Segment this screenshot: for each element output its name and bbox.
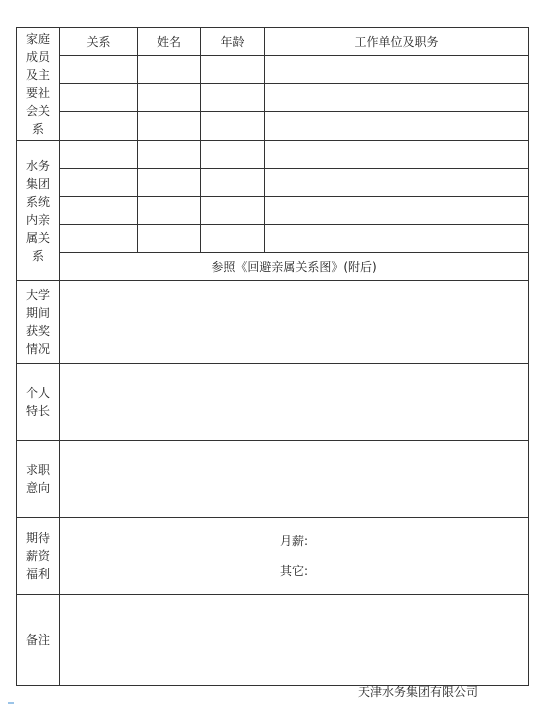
family-name-cell[interactable]: [138, 84, 201, 112]
expected-salary-field[interactable]: [60, 518, 529, 595]
expected-salary-label: 期待薪资福利: [17, 518, 60, 595]
group-work-cell[interactable]: [265, 141, 529, 169]
awards-field[interactable]: [60, 281, 529, 364]
header-name: 姓名: [138, 28, 201, 56]
header-relation: 关系: [60, 28, 138, 56]
group-age-cell[interactable]: [201, 169, 265, 197]
skills-field[interactable]: [60, 364, 529, 441]
group-age-cell[interactable]: [201, 141, 265, 169]
group-name-cell[interactable]: [138, 225, 201, 253]
remarks-field[interactable]: [60, 595, 529, 686]
page-marker: [8, 702, 14, 704]
group-age-cell[interactable]: [201, 197, 265, 225]
remarks-label: 备注: [17, 595, 60, 686]
family-relation-cell[interactable]: [60, 112, 138, 141]
skills-label: 个人特长: [17, 364, 60, 441]
group-work-cell[interactable]: [265, 225, 529, 253]
family-work-cell[interactable]: [265, 112, 529, 141]
group-relatives-label: 水务集团系统内亲属关系: [17, 141, 60, 281]
family-name-cell[interactable]: [138, 112, 201, 141]
group-name-cell[interactable]: [138, 141, 201, 169]
group-relation-cell[interactable]: [60, 197, 138, 225]
family-age-cell[interactable]: [201, 84, 265, 112]
group-relation-cell[interactable]: [60, 169, 138, 197]
family-age-cell[interactable]: [201, 56, 265, 84]
group-name-cell[interactable]: [138, 169, 201, 197]
monthly-salary-label: 月薪:: [279, 534, 309, 548]
family-name-cell[interactable]: [138, 56, 201, 84]
group-name-cell[interactable]: [138, 197, 201, 225]
company-name-footer: 天津水务集团有限公司: [357, 685, 478, 699]
header-work-unit: 工作单位及职务: [265, 28, 529, 56]
header-age: 年龄: [201, 28, 265, 56]
group-work-cell[interactable]: [265, 169, 529, 197]
group-age-cell[interactable]: [201, 225, 265, 253]
family-work-cell[interactable]: [265, 84, 529, 112]
job-intention-label: 求职意向: [17, 441, 60, 518]
awards-label: 大学期间获奖情况: [17, 281, 60, 364]
application-form-table: [16, 27, 529, 686]
group-work-cell[interactable]: [265, 197, 529, 225]
family-age-cell[interactable]: [201, 112, 265, 141]
family-relation-cell[interactable]: [60, 84, 138, 112]
family-relation-cell[interactable]: [60, 56, 138, 84]
job-intention-field[interactable]: [60, 441, 529, 518]
group-relation-cell[interactable]: [60, 141, 138, 169]
group-relatives-note: 参照《回避亲属关系图》(附后): [60, 253, 529, 281]
group-relation-cell[interactable]: [60, 225, 138, 253]
family-relations-label: 家庭成员及主要社会关系: [17, 28, 60, 141]
other-benefits-label: 其它:: [279, 564, 309, 578]
family-work-cell[interactable]: [265, 56, 529, 84]
